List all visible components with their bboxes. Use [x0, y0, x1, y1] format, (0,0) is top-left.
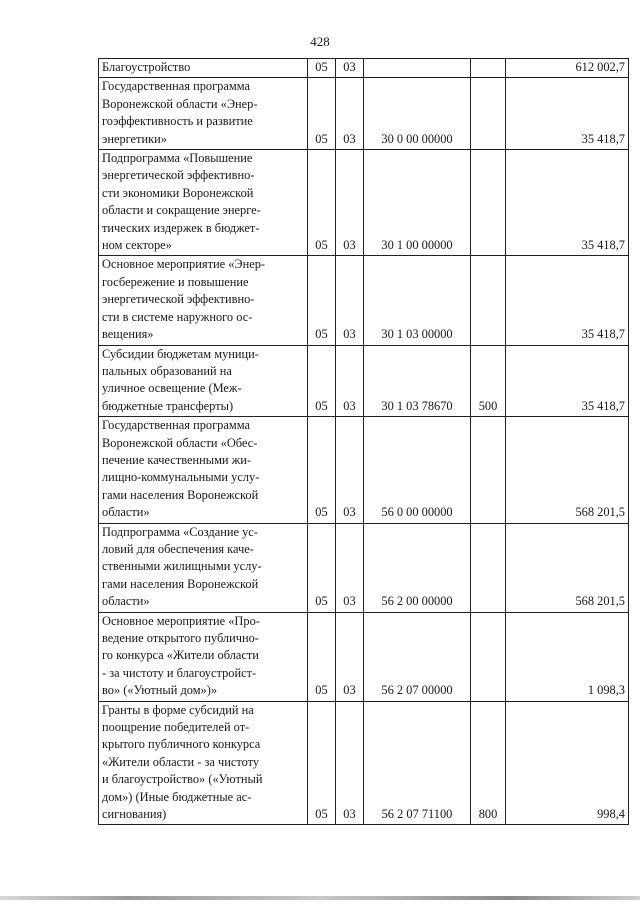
item-name-line: энергетической эффективно- [102, 168, 255, 183]
item-name-line: ном секторе» [102, 238, 172, 253]
amount-cell: 998,4 [506, 701, 629, 825]
item-name-line: уличное освещение (Меж- [102, 381, 242, 396]
item-name-line: госбережение и повышение [102, 274, 249, 289]
target-article-cell: 30 1 03 78670 [364, 345, 471, 417]
item-name-line: сти экономики Воронежской [102, 185, 254, 200]
subsection-code-cell: 03 [336, 612, 364, 701]
target-article-cell: 56 2 07 71100 [364, 701, 471, 825]
table-row [99, 256, 629, 345]
item-name-line: Государственная программа [102, 79, 250, 94]
item-name-cell [99, 701, 308, 825]
item-name-line: бюджетные трансферты) [102, 398, 234, 413]
subsection-code-cell: 03 [336, 523, 364, 612]
section-code-cell: 05 [308, 345, 336, 417]
subsection-code-cell: 03 [336, 59, 364, 78]
target-article-cell: 56 2 07 00000 [364, 612, 471, 701]
item-name-line: Основное мероприятие «Энер- [102, 257, 266, 272]
page-number: 428 [310, 34, 330, 49]
target-article-cell: 56 2 00 00000 [364, 523, 471, 612]
item-name-line: ловий для обеспечения каче- [102, 541, 254, 556]
item-name-cell [99, 417, 308, 523]
scan-edge-mark [0, 896, 640, 900]
item-name-cell [99, 78, 308, 150]
item-name-line: во» («Уютный дом»)» [102, 683, 218, 698]
item-name-cell [99, 150, 308, 256]
item-name-line: сти в системе наружного ос- [102, 309, 253, 324]
item-name-line: гами населения Воронежской [102, 576, 259, 591]
section-code-cell: 05 [308, 59, 336, 78]
subsection-code-cell: 03 [336, 150, 364, 256]
section-code-cell: 05 [308, 150, 336, 256]
item-name-line: Подпрограмма «Повышение [102, 151, 253, 166]
section-code-cell: 05 [308, 417, 336, 523]
item-name-line: Гранты в форме субсидий на [102, 702, 254, 717]
section-code-cell: 05 [308, 523, 336, 612]
item-name-line: энергетической эффективно- [102, 292, 255, 307]
target-article-cell: 30 1 03 00000 [364, 256, 471, 345]
table-row [99, 612, 629, 701]
item-name-line: гами населения Воронежской [102, 487, 259, 502]
table-row [99, 523, 629, 612]
item-name-line: тических издержек в бюджет- [102, 220, 260, 235]
item-name-line: пальных образований на [102, 363, 232, 378]
item-name-cell [99, 59, 308, 78]
expense-type-cell [471, 78, 506, 150]
budget-table [98, 58, 629, 825]
section-code-cell: 05 [308, 78, 336, 150]
item-name-line: крытого публичного конкурса [102, 737, 261, 752]
amount-cell: 35 418,7 [506, 78, 629, 150]
item-name-line: сигнования) [102, 807, 167, 822]
item-name-line: дом») (Иные бюджетные ас- [102, 789, 252, 804]
table-row [99, 701, 629, 825]
expense-type-cell [471, 417, 506, 523]
amount-cell: 612 002,7 [506, 59, 629, 78]
item-name-line: области» [102, 594, 150, 609]
item-name-line: гоэффективность и развитие [102, 114, 253, 129]
item-name-cell [99, 345, 308, 417]
item-name-line: лищно-коммунальными услу- [102, 470, 260, 485]
target-article-cell: 30 0 00 00000 [364, 78, 471, 150]
item-name-line: Воронежской области «Энер- [102, 96, 258, 111]
subsection-code-cell: 03 [336, 345, 364, 417]
item-name-line: «Жители области - за чистоту [102, 754, 260, 769]
subsection-code-cell: 03 [336, 701, 364, 825]
subsection-code-cell: 03 [336, 417, 364, 523]
item-name-line: Воронежской области «Обес- [102, 435, 258, 450]
table-row [99, 345, 629, 417]
budget-table-body [99, 59, 629, 825]
section-code-cell: 05 [308, 256, 336, 345]
item-name-line: и благоустройство» («Уютный [102, 772, 263, 787]
item-name-line: вещения» [102, 327, 154, 342]
subsection-code-cell: 03 [336, 78, 364, 150]
item-name-line: ственными жилищными услу- [102, 559, 262, 574]
amount-cell: 568 201,5 [506, 417, 629, 523]
table-row [99, 59, 629, 78]
section-code-cell: 05 [308, 612, 336, 701]
target-article-cell [364, 59, 471, 78]
item-name-line: - за чистоту и благоустройст- [102, 665, 257, 680]
section-code-cell: 05 [308, 701, 336, 825]
item-name-line: области» [102, 505, 150, 520]
expense-type-cell [471, 523, 506, 612]
table-row [99, 78, 629, 150]
item-name-line: ведение открытого публично- [102, 631, 259, 645]
amount-cell: 35 418,7 [506, 256, 629, 345]
expense-type-cell: 500 [471, 345, 506, 417]
expense-type-cell [471, 612, 506, 701]
table-row [99, 150, 629, 256]
subsection-code-cell: 03 [336, 256, 364, 345]
expense-type-cell [471, 150, 506, 256]
expense-type-cell: 800 [471, 701, 506, 825]
expense-type-cell [471, 59, 506, 78]
item-name-line: Субсидии бюджетам муници- [102, 346, 259, 361]
target-article-cell: 30 1 00 00000 [364, 150, 471, 256]
amount-cell: 568 201,5 [506, 523, 629, 612]
item-name-cell [99, 523, 308, 612]
item-name-line: энергетики» [102, 131, 167, 146]
amount-cell: 35 418,7 [506, 345, 629, 417]
expense-type-cell [471, 256, 506, 345]
item-name-line: Государственная программа [102, 418, 250, 433]
item-name-line: Подпрограмма «Создание ус- [102, 524, 258, 539]
item-name-line: поощрение победителей от- [102, 720, 250, 735]
item-name-cell [99, 256, 308, 345]
target-article-cell: 56 0 00 00000 [364, 417, 471, 523]
item-name-line: Благоустройство [102, 60, 191, 74]
amount-cell: 1 098,3 [506, 612, 629, 701]
item-name-line: го конкурса «Жители области [102, 648, 259, 663]
item-name-line: области и сокращение энерге- [102, 203, 261, 218]
item-name-line: Основное мероприятие «Про- [102, 613, 260, 628]
item-name-line: печение качественными жи- [102, 452, 251, 467]
item-name-cell [99, 612, 308, 701]
table-row [99, 417, 629, 523]
amount-cell: 35 418,7 [506, 150, 629, 256]
